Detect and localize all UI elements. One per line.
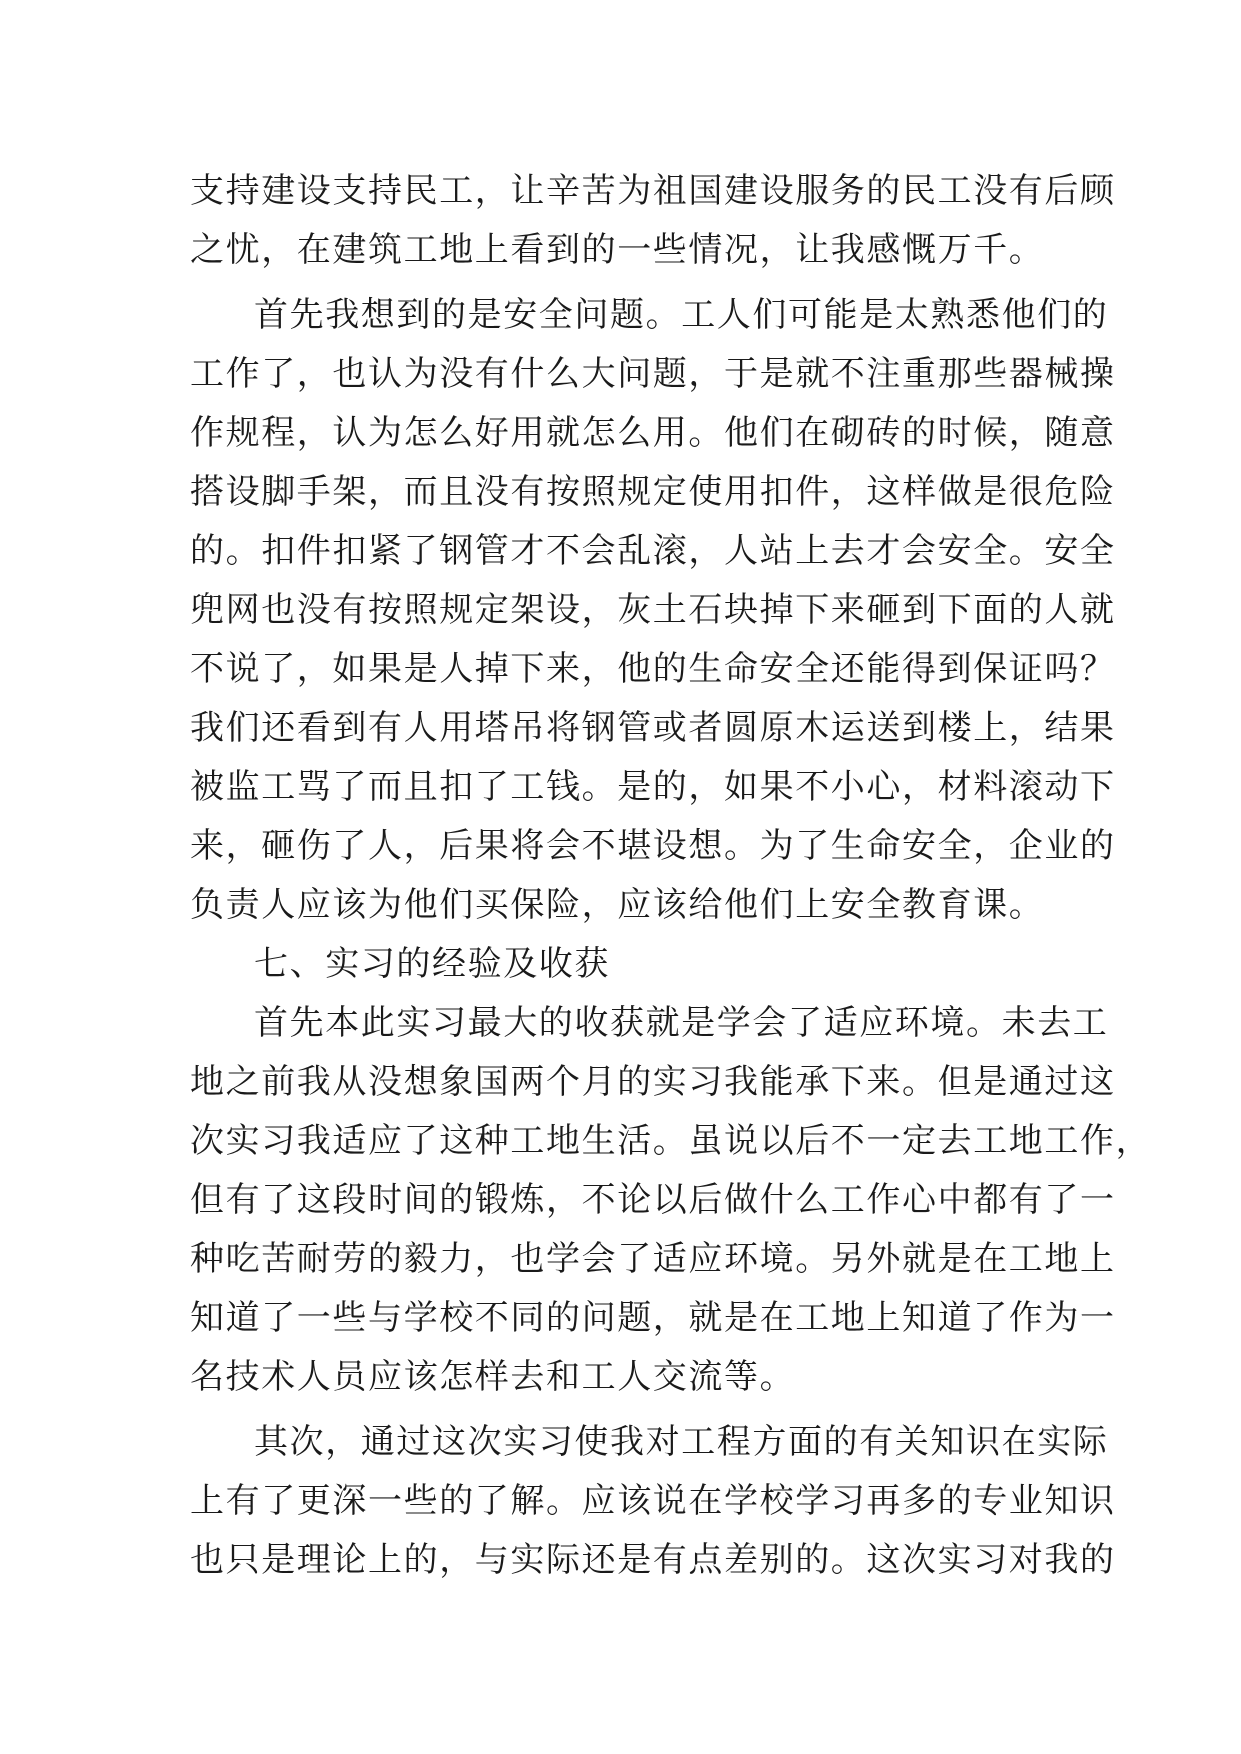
text-line: 负责人应该为他们买保险，应该给他们上安全教育课。 <box>190 885 1045 925</box>
text-line: 之忧，在建筑工地上看到的一些情况，让我感慨万千。 <box>190 230 1045 270</box>
paragraph-first-line: 首先我想到的是安全问题。工人们可能是太熟悉他们的 <box>254 295 1109 335</box>
text-line: 但有了这段时间的锻炼，不论以后做什么工作心中都有了一 <box>190 1180 1116 1220</box>
paragraph-first-line: 首先本此实习最大的收获就是学会了适应环境。未去工 <box>254 1003 1109 1043</box>
text-line: 来，砸伤了人，后果将会不堪设想。为了生命安全，企业的 <box>190 826 1116 866</box>
text-line: 被监工骂了而且扣了工钱。是的，如果不小心，材料滚动下 <box>190 767 1116 807</box>
text-line: 名技术人员应该怎样去和工人交流等。 <box>190 1357 796 1397</box>
text-line: 搭设脚手架，而且没有按照规定使用扣件，这样做是很危险 <box>190 472 1116 512</box>
text-line: 次实习我适应了这种工地生活。虽说以后不一定去工地工作， <box>190 1121 1152 1161</box>
text-line: 兜网也没有按照规定架设，灰土石块掉下来砸到下面的人就 <box>190 590 1116 630</box>
text-line: 我们还看到有人用塔吊将钢管或者圆原木运送到楼上，结果 <box>190 708 1116 748</box>
text-line: 作规程，认为怎么好用就怎么用。他们在砌砖的时候，随意 <box>190 413 1116 453</box>
paragraph-first-line: 其次，通过这次实习使我对工程方面的有关知识在实际 <box>254 1422 1109 1462</box>
text-line: 的。扣件扣紧了钢管才不会乱滚，人站上去才会安全。安全 <box>190 531 1116 571</box>
text-line: 也只是理论上的，与实际还是有点差别的。这次实习对我的 <box>190 1540 1116 1580</box>
text-line: 不说了，如果是人掉下来，他的生命安全还能得到保证吗？ <box>190 649 1116 689</box>
text-line: 上有了更深一些的了解。应该说在学校学习再多的专业知识 <box>190 1481 1116 1521</box>
text-line: 支持建设支持民工，让辛苦为祖国建设服务的民工没有后顾 <box>190 171 1116 211</box>
text-line: 知道了一些与学校不同的问题，就是在工地上知道了作为一 <box>190 1298 1116 1338</box>
text-line: 工作了，也认为没有什么大问题，于是就不注重那些器械操 <box>190 354 1116 394</box>
body-text <box>190 162 1152 1590</box>
text-line: 地之前我从没想象国两个月的实习我能承下来。但是通过这 <box>190 1062 1116 1102</box>
text-line: 种吃苦耐劳的毅力，也学会了适应环境。另外就是在工地上 <box>190 1239 1116 1279</box>
section-heading: 七、实习的经验及收获 <box>254 944 610 984</box>
